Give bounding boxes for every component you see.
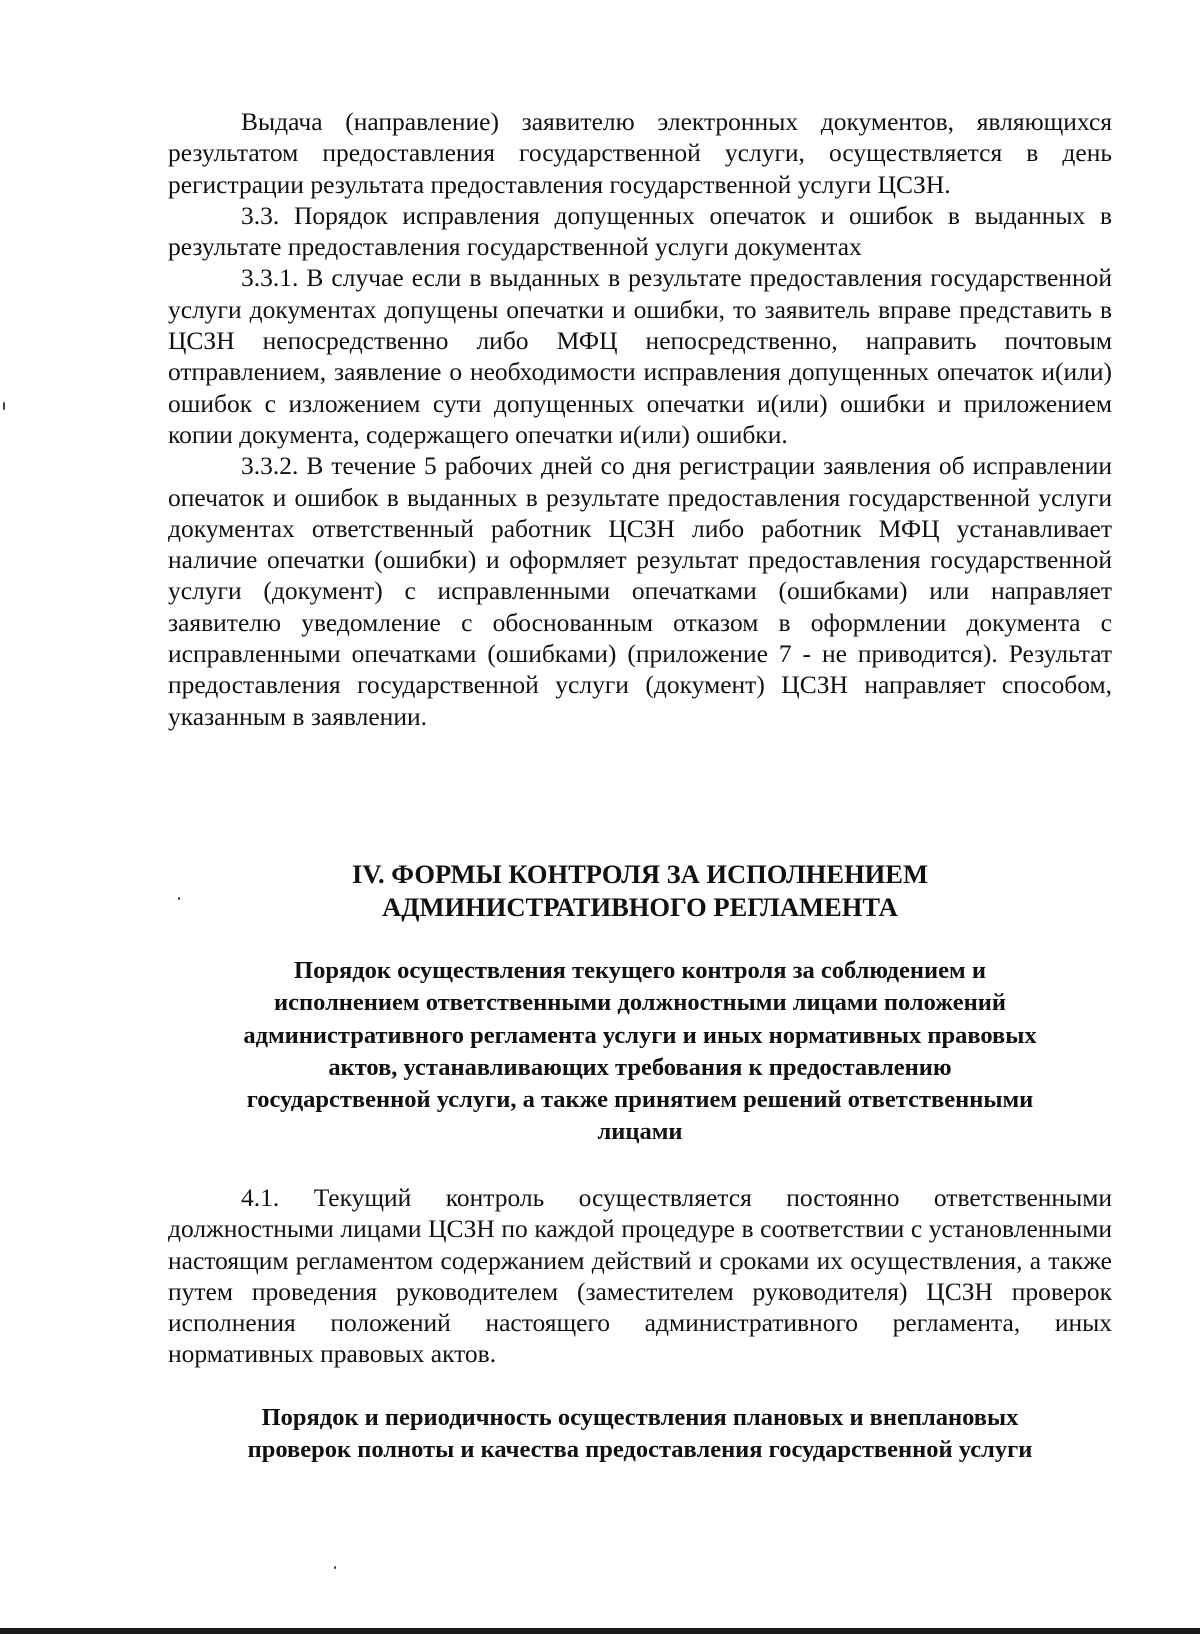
scan-speck: [3, 402, 5, 410]
section-heading-line-2: АДМИНИСТРАТИВНОГО РЕГЛАМЕНТА: [382, 892, 898, 922]
subheading-1-line-1: Порядок осуществления текущего контроля за соблюдением и: [294, 957, 986, 984]
paragraph-3-3-1: 3.3.1. В случае если в выданных в результате предоставления государственной услуги документах допущены опечатки и ошибки, то заявитель вправе представить в ЦСЗН непосредственно либо МФЦ непосредственно, направить почтовым отправлением, заявление о необходимости исправления допущенных опечаток и(или) ошибок с изложением сути допущенных опечатки и(или) ошибки и приложением копии документа, содержащего опечатки и(или) ошибки.: [168, 263, 1112, 449]
subheading-1-line-2: исполнением ответственными должностными лицами положений: [274, 989, 1006, 1017]
subheading-1-line-3: административного регламента услуги и иных нормативных правовых: [243, 1021, 1037, 1049]
subheading-1-line-5: государственной услуги, а также принятием решений ответственными: [246, 1086, 1034, 1114]
scan-bottom-edge: [0, 1628, 1200, 1634]
paragraph-4-1-block: [168, 1182, 1112, 1370]
scan-speck: [178, 897, 180, 900]
top-paragraphs: [168, 106, 1112, 732]
subheading-current-control: [168, 955, 1112, 1149]
section-heading-line-1: IV. ФОРМЫ КОНТРОЛЯ ЗА ИСПОЛНЕНИЕМ: [352, 859, 928, 889]
scan-speck: [334, 1566, 336, 1569]
paragraph-4-1: 4.1. Текущий контроль осуществляется постоянно ответственными должностными лицами ЦСЗН по каждой процедуре в соответствии с установленными настоящим регламентом содержанием действий и сроками их осуществления, а также путем проведения руководителем (заместителем руководителя) ЦСЗН проверок исполнения положений настоящего административного регламента, иных нормативных правовых актов.: [168, 1183, 1112, 1369]
subheading-1-line-6: лицами: [597, 1118, 683, 1146]
subheading-inspections: [168, 1402, 1112, 1467]
subheading-1-line-4: актов, устанавливающих требования к предоставлению: [328, 1053, 952, 1081]
paragraph-issuance: Выдача (направление) заявителю электронных документов, являющихся результатом предоставления государственной услуги, осуществляется в день регистрации результата предоставления государственной услуги ЦСЗН.: [168, 107, 1112, 199]
subheading-2-line-1: Порядок и периодичность осуществления плановых и внеплановых: [261, 1404, 1019, 1431]
section-heading: [168, 858, 1112, 924]
paragraph-3-3: 3.3. Порядок исправления допущенных опечаток и ошибок в выданных в результате предоставления государственной услуги документах: [168, 200, 1112, 262]
paragraph-3-3-2: 3.3.2. В течение 5 рабочих дней со дня регистрации заявления об исправлении опечаток и ошибок в выданных в результате предоставления государственной услуги документах ответственный работник ЦСЗН либо работник МФЦ устанавливает наличие опечатки (ошибки) и оформляет результат предоставления государственной услуги (документ) с исправленными опечатками (ошибками) или направляет заявителю уведомление с обоснованным отказом в оформлении документа с исправленными опечатками (ошибками) (приложение 7 - не приводится). Результат предоставления государственной услуги (документ) ЦСЗН направляет способом, указанным в заявлении.: [168, 451, 1112, 731]
subheading-2-line-2: проверок полноты и качества предоставления государственной услуги: [247, 1436, 1033, 1464]
